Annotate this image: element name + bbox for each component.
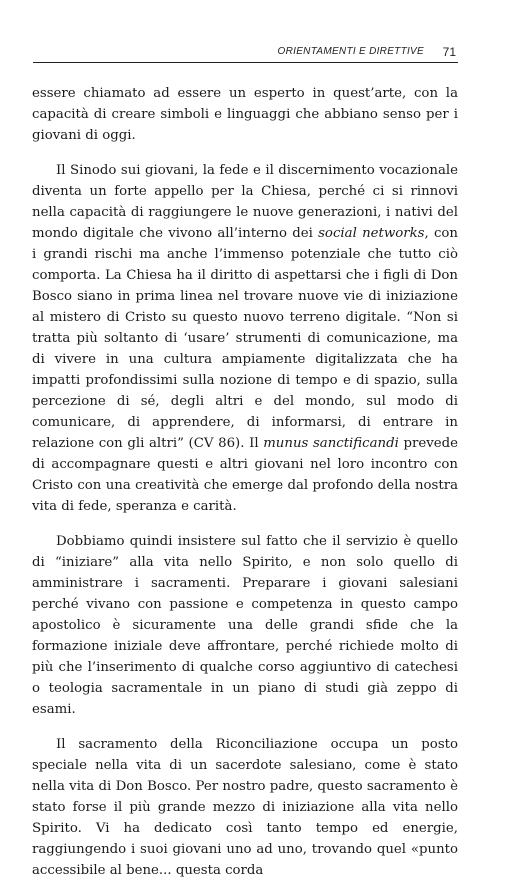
body-text: [32, 83, 458, 895]
paragraph-2: [32, 160, 458, 517]
text-segment: Il Sinodo sui giovani, la fede e il discernimento vocazionale diventa un forte appello per la Chiesa, perché ci si rinnovi nella capacità di raggiungere le nuove generazioni, i nativi del mondo digitale che vivono all’interno dei: [32, 163, 458, 241]
paragraph-3: [32, 531, 458, 720]
running-title: ORIENTAMENTI E DIRETTIVE: [277, 46, 424, 57]
paragraph-4: [32, 734, 458, 881]
paragraph-1: [32, 83, 458, 146]
text-segment: essere chiamato ad essere un esperto in quest’arte, con la capacità di creare simboli e linguaggi che abbiano senso per i giovani di oggi.: [32, 86, 458, 143]
running-header: [33, 46, 458, 63]
text-segment: , con i grandi rischi ma anche l’immenso potenziale che tutto ciò comporta. La Chiesa ha il diritto di aspettarsi che i figli di Don Bosco siano in prima linea nel trovare nuove vie di iniziazione al mistero di Cristo su questo nuovo terreno digitale. “Non si tratta più soltanto di ‘usare’ strumenti di comunicazione, ma di vivere in una cultura ampiamente digitalizzata che ha impatti profondissimi sulla nozione di tempo e di spazio, sulla percezione di sé, degli altri e del mondo, sul modo di comunicare, di apprendere, di informarsi, di entrare in relazione con gli altri” (CV 86). Il: [32, 226, 458, 451]
text-segment: prevede di accompagnare questi e altri giovani nel loro incontro con Cristo con una creatività che emerge dal profondo della nostra vita di fede, speranza e carità.: [32, 436, 458, 514]
text-segment: Dobbiamo quindi insistere sul fatto che il servizio è quello di “iniziare” alla vita nello Spirito, e non solo quello di amministrare i sacramenti. Preparare i giovani salesiani perché vivano con passione e competenza in questo campo apostolico è sicuramente una delle grandi sfide che la formazione iniziale deve affrontare, perché richiede molto di più che l’inserimento di qualche corso aggiuntivo di catechesi o teologia sacramentale in un piano di studi già zeppo di esami.: [32, 534, 458, 717]
italic-term-munus-sanctificandi: munus sanctificandi: [263, 436, 399, 451]
text-segment: Il sacramento della Riconciliazione occupa un posto speciale nella vita di un sacerdote salesiano, come è stato nella vita di Don Bosco. Per nostro padre, questo sacramento è stato forse il più grande mezzo di iniziazione alla vita nello Spirito. Vi ha dedicato così tanto tempo ed energie, raggiungendo i suoi giovani uno ad uno, trovando quel «punto accessibile al bene... questa corda: [32, 737, 458, 878]
italic-term-social-networks: social networks: [318, 226, 425, 241]
page-number: 71: [442, 45, 456, 59]
